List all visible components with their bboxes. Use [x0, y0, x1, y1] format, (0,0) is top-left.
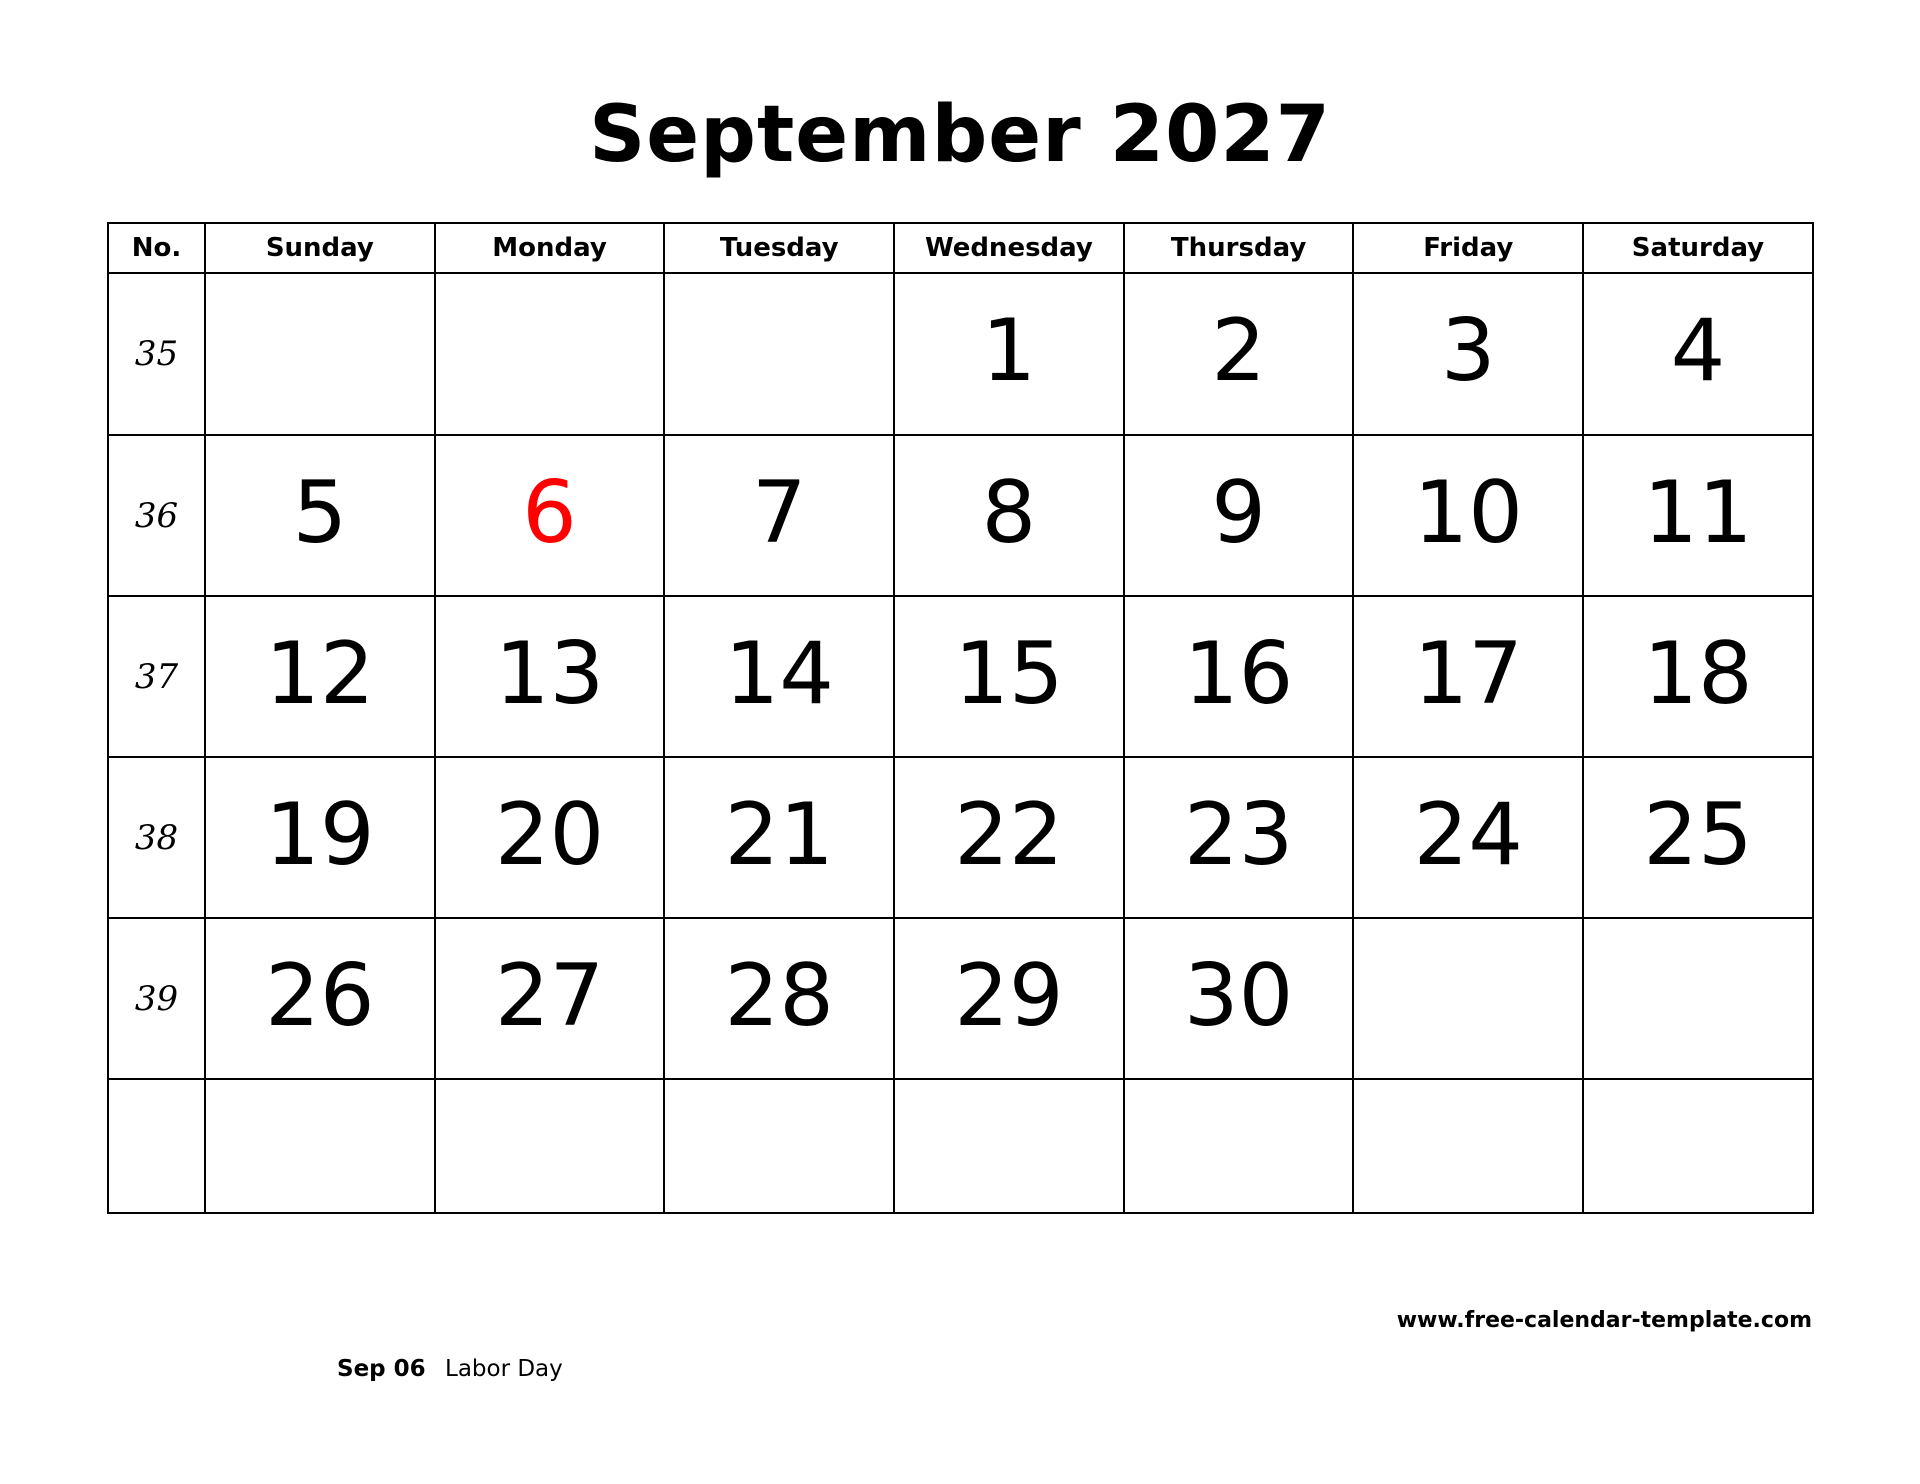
day-cell[interactable]	[1353, 273, 1583, 435]
day-cell[interactable]	[1353, 757, 1583, 918]
day-cell[interactable]	[1583, 435, 1813, 596]
day-number	[665, 1143, 893, 1149]
day-number: 28	[724, 945, 834, 1046]
day-number: 22	[954, 784, 1064, 885]
day-cell[interactable]	[1353, 435, 1583, 596]
day-cell[interactable]	[205, 757, 435, 918]
day-number: 2	[1211, 301, 1266, 401]
day-cell[interactable]	[1124, 757, 1354, 918]
day-cell[interactable]	[435, 596, 665, 757]
day-number	[436, 1143, 664, 1149]
day-number: 15	[954, 623, 1064, 724]
events-list	[337, 1356, 563, 1382]
calendar-week-row	[108, 918, 1813, 1079]
calendar-week-row	[108, 596, 1813, 757]
column-header-friday: Friday	[1353, 223, 1583, 273]
day-cell[interactable]	[664, 1079, 894, 1213]
day-number: 9	[1211, 462, 1266, 563]
day-number: 18	[1643, 623, 1753, 724]
day-number	[206, 351, 434, 357]
column-header-weeknumber: No.	[108, 223, 205, 273]
day-cell[interactable]	[1124, 596, 1354, 757]
day-number: 4	[1670, 301, 1726, 401]
day-number: 6	[522, 462, 577, 563]
day-cell[interactable]	[894, 918, 1124, 1079]
column-header-tuesday: Tuesday	[664, 223, 894, 273]
day-number	[1354, 1143, 1582, 1149]
day-cell[interactable]	[664, 273, 894, 435]
day-number	[206, 1143, 434, 1149]
day-number: 19	[265, 784, 375, 885]
day-cell[interactable]	[894, 757, 1124, 918]
page-title: September 2027	[589, 90, 1331, 180]
calendar-header-row	[108, 223, 1813, 273]
column-header-monday: Monday	[435, 223, 665, 273]
day-number: 8	[981, 462, 1037, 563]
day-number	[1584, 996, 1812, 1002]
week-number: 37	[108, 596, 205, 757]
calendar-table	[107, 222, 1814, 1214]
day-cell[interactable]	[435, 273, 665, 435]
day-number: 11	[1643, 462, 1753, 563]
day-number	[1125, 1143, 1353, 1149]
week-number: 38	[108, 757, 205, 918]
calendar-container	[107, 222, 1812, 1214]
day-number: 27	[494, 945, 605, 1046]
day-cell[interactable]	[1583, 918, 1813, 1079]
day-cell[interactable]	[205, 1079, 435, 1213]
day-cell[interactable]	[894, 435, 1124, 596]
day-cell[interactable]	[894, 596, 1124, 757]
day-cell[interactable]	[1583, 273, 1813, 435]
day-number: 1	[981, 301, 1037, 401]
column-header-saturday: Saturday	[1583, 223, 1813, 273]
day-cell[interactable]	[435, 1079, 665, 1213]
day-cell[interactable]	[664, 435, 894, 596]
day-cell[interactable]	[1353, 596, 1583, 757]
calendar-week-row	[108, 1079, 1813, 1213]
day-number: 30	[1183, 945, 1294, 1046]
day-number: 3	[1440, 301, 1496, 401]
day-number: 10	[1413, 462, 1523, 563]
day-number: 13	[494, 623, 605, 724]
column-header-sunday: Sunday	[205, 223, 435, 273]
day-number: 7	[751, 462, 807, 563]
week-number: 36	[108, 435, 205, 596]
day-number: 14	[724, 623, 834, 724]
day-number: 5	[292, 462, 348, 563]
day-cell[interactable]	[664, 918, 894, 1079]
day-cell[interactable]	[205, 273, 435, 435]
day-number: 29	[954, 945, 1064, 1046]
day-number: 21	[724, 784, 834, 885]
day-number: 17	[1413, 623, 1523, 724]
page-footer	[107, 1308, 1812, 1398]
week-number	[108, 1079, 205, 1213]
day-number	[895, 1143, 1123, 1149]
day-cell[interactable]	[1124, 1079, 1354, 1213]
day-cell[interactable]	[664, 757, 894, 918]
day-number: 24	[1413, 784, 1523, 885]
calendar-week-row	[108, 273, 1813, 435]
day-cell[interactable]	[205, 435, 435, 596]
day-cell[interactable]	[1583, 757, 1813, 918]
day-cell[interactable]	[1353, 918, 1583, 1079]
day-cell[interactable]	[1583, 596, 1813, 757]
day-number: 26	[265, 945, 375, 1046]
day-cell[interactable]	[894, 1079, 1124, 1213]
day-number: 20	[494, 784, 605, 885]
day-number	[665, 351, 893, 357]
day-number: 12	[265, 623, 375, 724]
day-cell[interactable]	[664, 596, 894, 757]
day-cell[interactable]	[1124, 435, 1354, 596]
calendar-week-row	[108, 435, 1813, 596]
day-cell[interactable]	[1124, 273, 1354, 435]
day-number	[436, 351, 664, 357]
day-cell[interactable]	[435, 918, 665, 1079]
day-cell[interactable]	[1353, 1079, 1583, 1213]
event-date: Sep 06	[337, 1356, 426, 1382]
website-url: www.free-calendar-template.com	[1396, 1308, 1812, 1333]
week-number: 39	[108, 918, 205, 1079]
week-number: 35	[108, 273, 205, 435]
calendar-week-row	[108, 757, 1813, 918]
day-number	[1584, 1143, 1812, 1149]
day-cell[interactable]	[205, 596, 435, 757]
event-name: Labor Day	[445, 1356, 563, 1382]
day-cell[interactable]	[205, 918, 435, 1079]
column-header-wednesday: Wednesday	[894, 223, 1124, 273]
day-cell[interactable]	[435, 757, 665, 918]
day-cell[interactable]	[1583, 1079, 1813, 1213]
day-cell[interactable]	[894, 273, 1124, 435]
column-header-thursday: Thursday	[1124, 223, 1354, 273]
day-number: 16	[1183, 623, 1294, 724]
day-number: 25	[1643, 784, 1753, 885]
day-number: 23	[1183, 784, 1294, 885]
day-number	[1354, 996, 1582, 1002]
day-cell-holiday[interactable]	[435, 435, 665, 596]
list-item	[337, 1356, 563, 1382]
day-cell[interactable]	[1124, 918, 1354, 1079]
